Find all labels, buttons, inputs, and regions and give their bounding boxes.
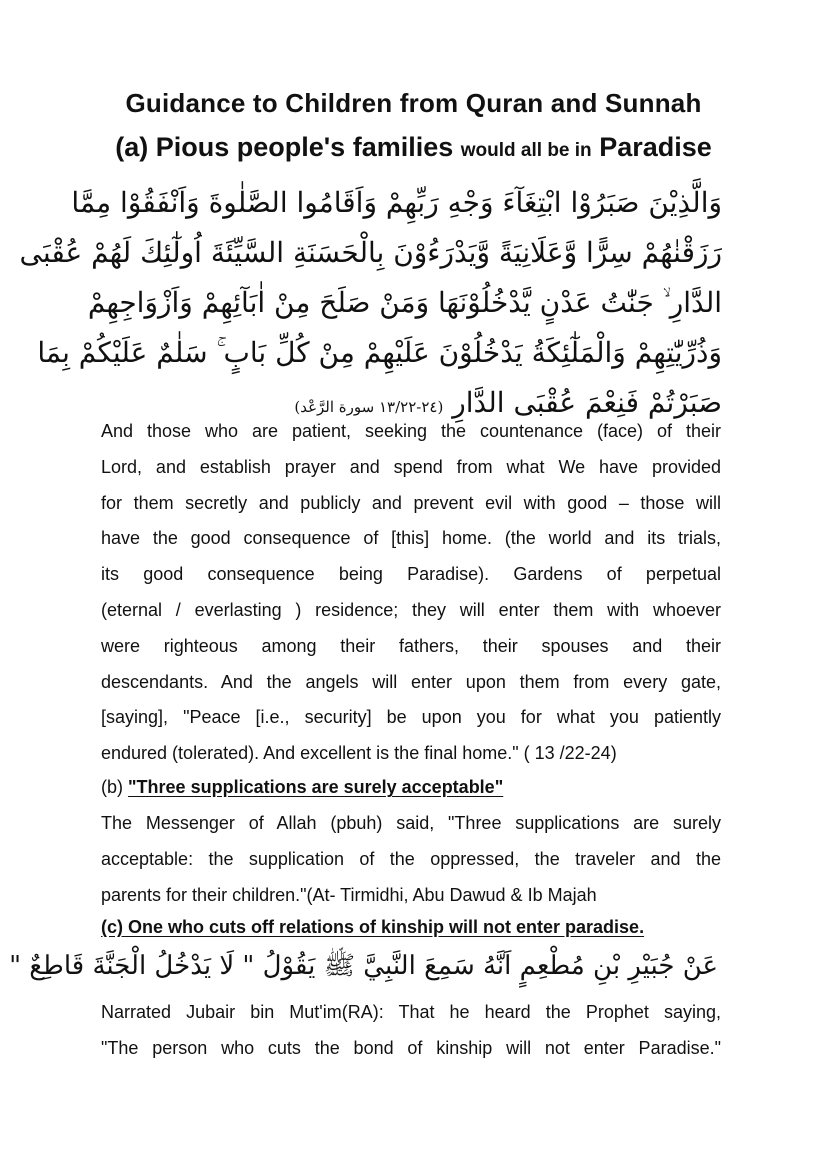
translation-line: for them secretly and publicly and prevent evil with good – those will [101, 492, 721, 513]
arabic-line: الدَّارِ ۙ جَنّٰتُ عَدْنٍ يَّدْخُلُوْنَهَا وَمَنْ صَلَحَ مِنْ اٰبَآئِهِمْ وَاَزْوَاجِهِمْ [87, 286, 722, 319]
narration-line: "The person who cuts the bond of kinship will not enter Paradise." [101, 1037, 721, 1058]
verse-reference: (٢٤-١٣/٢٢ سورة الرَّعْد) [294, 398, 444, 416]
hadith-line: parents for their children."(At- Tirmidhi, Abu Dawud & Ib Majah [101, 884, 597, 905]
translation-line: Lord, and establish prayer and spend from what We have provided [101, 456, 721, 477]
translation-line: (eternal / everlasting ) residence; they will enter them with whoever [101, 599, 721, 620]
section-b-text [101, 806, 721, 913]
translation-line: [saying], "Peace [i.e., security] be upon you for what you patiently [101, 707, 721, 728]
section-b-heading [101, 777, 503, 798]
section-a-heading-bold-1: Pious people's families [155, 132, 454, 162]
translation-line: And those who are patient, seeking the countenance (face) of their [101, 421, 721, 441]
section-a-translation [101, 414, 721, 772]
section-b-prefix: (b) [101, 777, 123, 797]
arabic-line: رَزَقْنٰهُمْ سِرًّا وَّعَلَانِيَةً وَّيَدْرَءُوْنَ بِالْحَسَنَةِ السَّيِّئَةَ اُولٰٓئِكَ لَهُمْ عُقْبَى [19, 236, 722, 269]
page-title: Guidance to Children from Quran and Sunnah [125, 88, 702, 118]
section-c-heading: (c) One who cuts off relations of kinship will not enter paradise. [101, 917, 645, 937]
arabic-line-text: صَبَرْتُمْ فَنِعْمَ عُقْبَى الدَّارِ [452, 386, 722, 419]
translation-line: endured (tolerated). And excellent is the final home." ( 13 /22-24) [101, 743, 617, 764]
translation-line: descendants. And the angels will enter upon them from every gate, [101, 671, 721, 692]
hadith-line: The Messenger of Allah (pbuh) said, "Three supplications are surely [101, 813, 721, 833]
section-a-heading-small: would all be in [460, 140, 592, 161]
section-a-heading-bold-2: Paradise [599, 132, 712, 162]
translation-line: its good consequence being Paradise). Gardens of perpetual [101, 564, 721, 585]
translation-line: have the good consequence of [this] home. (the world and its trials, [101, 528, 721, 549]
section-a-heading [0, 132, 827, 163]
arabic-line: وَالَّذِيْنَ صَبَرُوْا ابْتِغَآءَ وَجْهِ رَبِّهِمْ وَاَقَامُوا الصَّلٰوةَ وَاَنْفَقُوْا مِمَّا [71, 186, 722, 219]
section-b-title: "Three supplications are surely acceptable" [128, 777, 504, 797]
section-a-prefix: (a) [115, 132, 149, 162]
hadith-arabic: عَنْ جُبَيْرِ بْنِ مُطْعِمٍ اَنَّهُ سَمِعَ النَّبِيَّ ﷺ يَقُوْلُ " لَا يَدْخُلُ الْجَنَّةَ قَاطِعٌ " [9, 951, 718, 981]
arabic-line: وَذُرِّيّٰتِهِمْ وَالْمَلٰٓئِكَةُ يَدْخُلُوْنَ عَلَيْهِمْ مِنْ كُلِّ بَابٍ ۚ سَلٰمٌ عَلَيْكُمْ بِمَا [37, 336, 722, 369]
section-c-text [101, 995, 721, 1067]
hadith-line: acceptable: the supplication of the oppressed, the traveler and the [101, 848, 721, 869]
quran-verse-arabic [19, 178, 722, 428]
narration-line: Narrated Jubair bin Mut'im(RA): That he heard the Prophet saying, [101, 1002, 721, 1022]
translation-line: were righteous among their fathers, their spouses and their [101, 635, 721, 656]
